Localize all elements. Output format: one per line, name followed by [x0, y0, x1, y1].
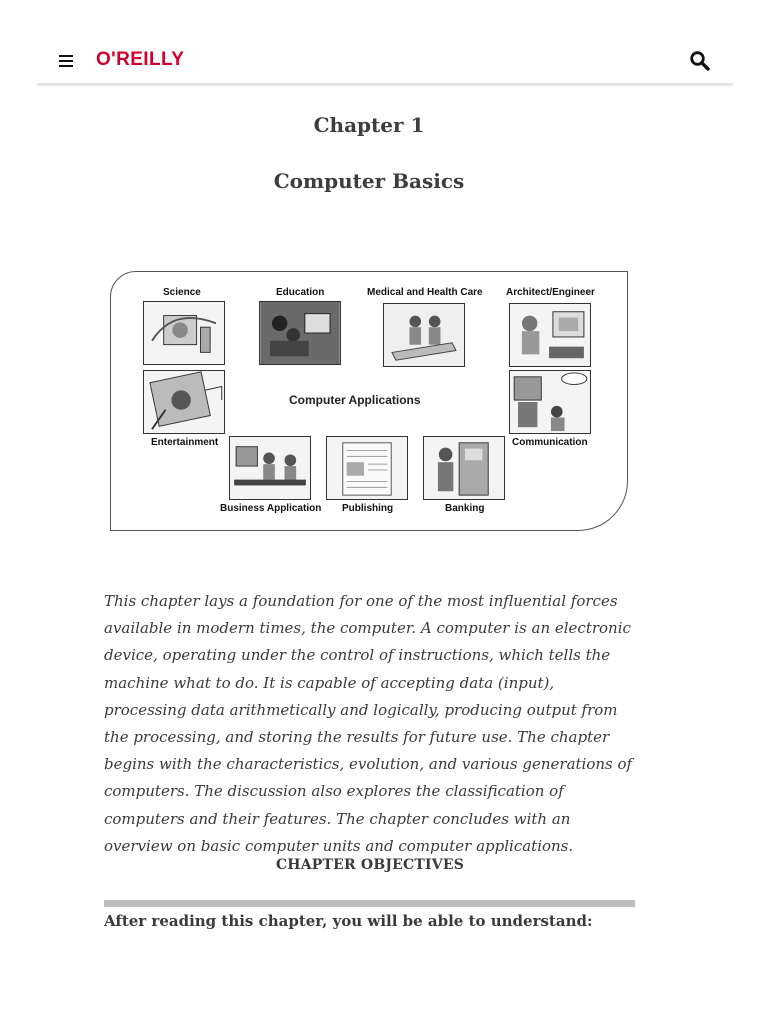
objectives-lead-in: After reading this chapter, you will be able to understand:: [104, 912, 593, 930]
label-architect: Architect/Engineer: [506, 287, 595, 298]
banking-illustration: [423, 436, 505, 500]
figure-center-label: Computer Applications: [289, 393, 421, 407]
medical-illustration: [383, 303, 465, 367]
label-education: Education: [276, 287, 325, 298]
publishing-illustration: [326, 436, 408, 500]
chapter-objectives-heading: CHAPTER OBJECTIVES: [275, 857, 465, 873]
computer-applications-figure: [110, 271, 628, 531]
oreilly-logo[interactable]: O'REILLY: [96, 49, 185, 70]
chapter-number: Chapter 1: [313, 113, 425, 137]
label-business: Business Application: [220, 503, 322, 514]
label-publishing: Publishing: [342, 503, 394, 514]
label-communication: Communication: [512, 437, 588, 448]
section-divider: [104, 900, 635, 907]
label-banking: Banking: [445, 503, 485, 514]
chapter-title: Computer Basics: [273, 169, 465, 193]
hamburger-menu-icon[interactable]: [59, 53, 75, 67]
science-illustration: [143, 301, 225, 365]
entertainment-illustration: [143, 370, 225, 434]
chapter-intro-paragraph: This chapter lays a foundation for one of the most influential forces available in modern times, the computer. A computer is an electronic device, operating under the control of instructions, which tells the machine what to do. It is capable of accepting data (input), processing data arithmetically and logically, producing output from the processing, and storing the results for future use. The chapter begins with the characteristics, evolution, and various generations of computers. The discussion also explores the classification of computers and their features. The chapter concludes with an overview on basic computer units and computer applications.: [104, 592, 633, 855]
architect-illustration: [509, 303, 591, 367]
business-illustration: [229, 436, 311, 500]
top-navigation-bar: [37, 40, 733, 86]
education-illustration: [259, 301, 341, 365]
search-icon[interactable]: [689, 50, 711, 72]
communication-illustration: [509, 370, 591, 434]
label-science: Science: [163, 287, 201, 298]
label-medical: Medical and Health Care: [367, 287, 483, 298]
label-entertainment: Entertainment: [151, 437, 219, 448]
